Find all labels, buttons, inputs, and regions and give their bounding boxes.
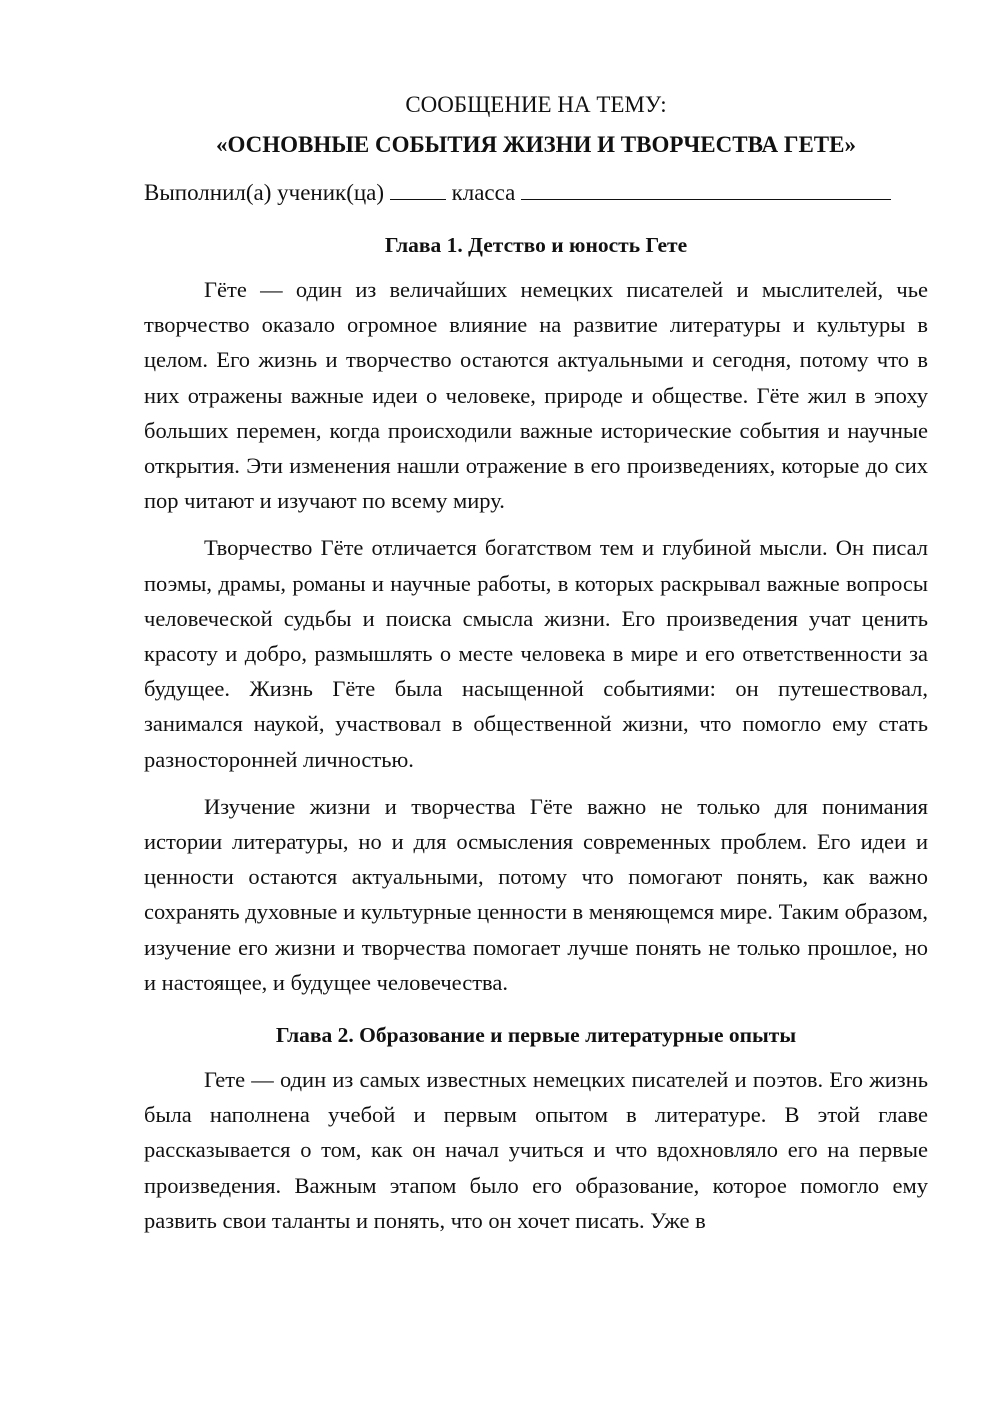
author-label: Выполнил(а) ученик(ца) <box>144 180 385 205</box>
chapter-2-paragraph-1: Гете — один из самых известных немецких писателей и поэтов. Его жизнь была наполнена учебой и первым опытом в литературе. В этой главе рассказывается о том, как он начал учиться и что вдохновляло его на первые произведения. Важным этапом было его образование, которое помогло ему развить свои таланты и понять, что он хочет писать. Уже в <box>144 1067 928 1233</box>
document-page <box>144 90 928 1250</box>
class-number-blank <box>390 179 446 200</box>
chapter-2-heading: Глава 2. Образование и первые литературные опыты <box>275 1023 797 1048</box>
chapter-1-paragraph-3: Изучение жизни и творчества Гёте важно не только для понимания истории литературы, но и для осмысления современных проблем. Его идеи и ценности остаются актуальными, потому что помогают понять, как важно сохранять духовные и культурные ценности в меняющемся мире. Таким образом, изучение его жизни и творчества помогает лучше понять не только прошлое, но и настоящее, и будущее человечества. <box>144 793 928 995</box>
class-label: класса <box>451 180 516 205</box>
chapter-1-paragraph-1: Гёте — один из величайших немецких писателей и мыслителей, чье творчество оказало огромное влияние на развитие литературы и культуры в целом. Его жизнь и творчество остаются актуальными и сегодня, потому что в них отражены важные идеи о человеке, природе и обществе. Гёте жил в эпоху больших перемен, когда происходили важные исторические события и научные открытия. Эти изменения нашли отражение в его произведениях, которые до сих пор читают и изучают по всему миру. <box>144 277 928 514</box>
document-subtitle: «ОСНОВНЫЕ СОБЫТИЯ ЖИЗНИ И ТВОРЧЕСТВА ГЕТЕ» <box>216 132 856 157</box>
student-name-blank <box>521 179 891 200</box>
chapter-1-paragraph-2: Творчество Гёте отличается богатством тем и глубиной мысли. Он писал поэмы, драмы, романы и научные работы, в которых раскрывал важные вопросы человеческой судьбы и поиска смысла жизни. Его произведения учат ценить красоту и добро, размышлять о месте человека в мире и его ответственности за будущее. Жизнь Гёте была насыщенной событиями: он путешествовал, занимался наукой, участвовал в общественной жизни, что помогло ему стать разносторонней личностью. <box>144 535 928 772</box>
document-title: СООБЩЕНИЕ НА ТЕМУ: <box>405 92 667 117</box>
chapter-1-heading: Глава 1. Детство и юность Гете <box>384 233 688 257</box>
author-line <box>144 178 928 208</box>
